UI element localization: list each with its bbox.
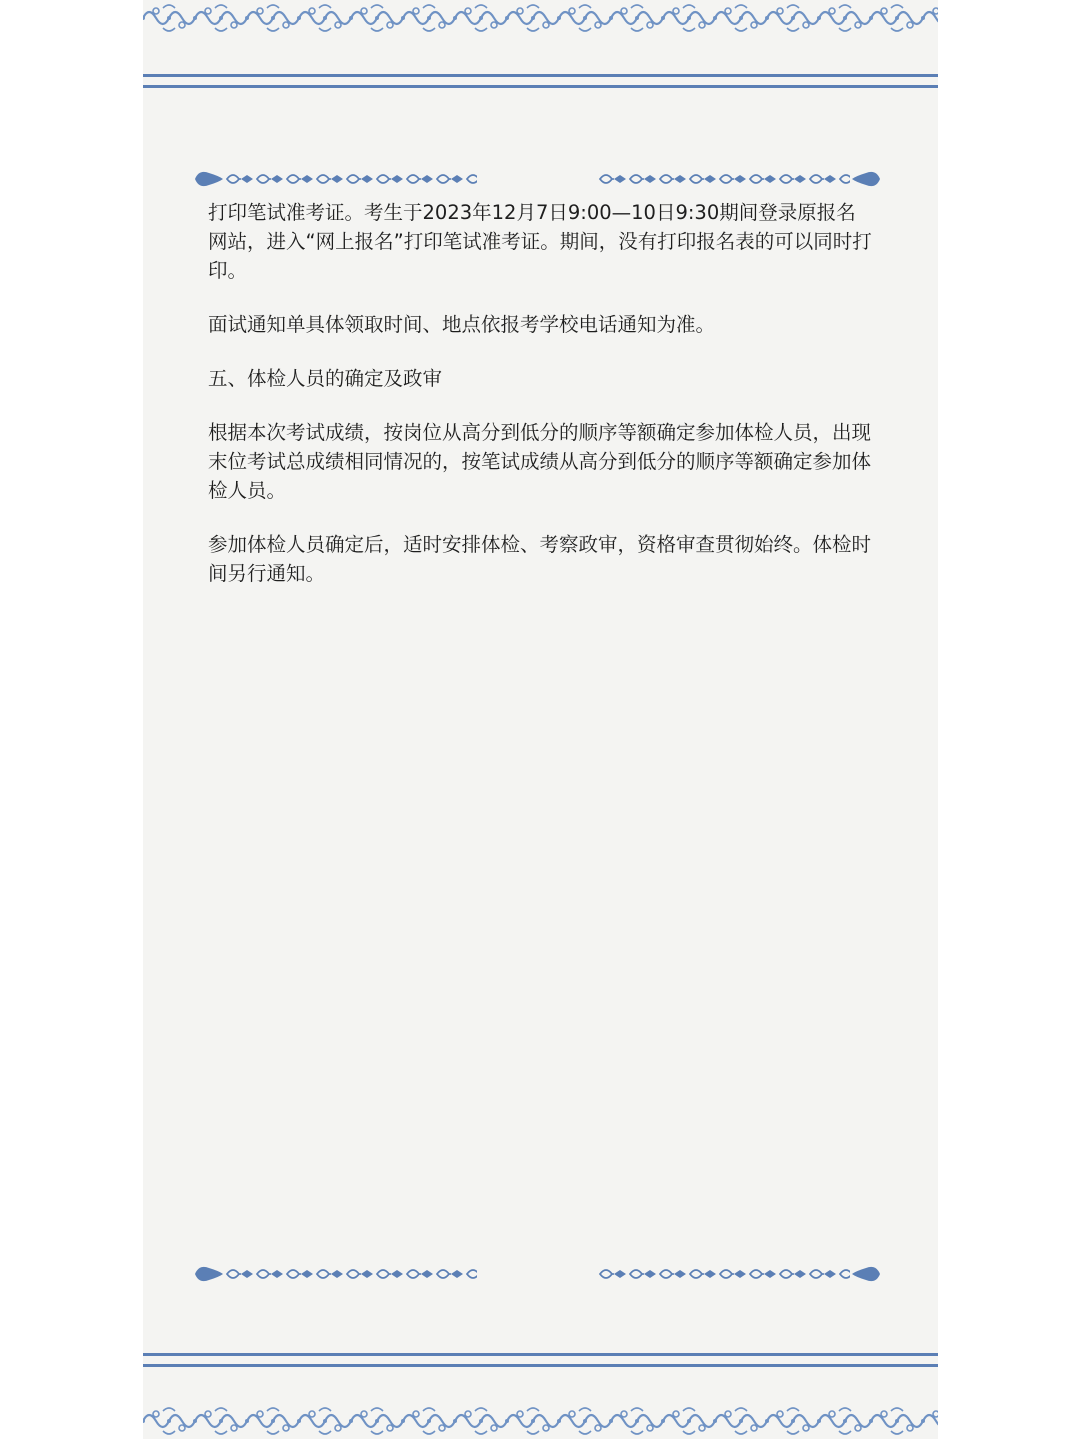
- ornament-flourish-left-bottom-icon: [195, 1262, 477, 1286]
- section-heading-physical-exam: 五、体检人员的确定及政审: [208, 367, 443, 390]
- ornament-flourish-left-icon: [195, 167, 477, 191]
- ornament-flourish-right-icon: [598, 167, 880, 191]
- paragraph-print-ticket: 打印笔试准考证。考生于2023年12月7日9:00—10日9:30期间登录原报名网站，进入“网上报名”打印笔试准考证。期间，没有打印报名表的可以同时打印。: [208, 201, 872, 282]
- paragraph-exam-selection: 根据本次考试成绩，按岗位从高分到低分的顺序等额确定参加体检人员，出现末位考试总成绩相同情况的，按笔试成绩从高分到低分的顺序等额确定参加体检人员。: [208, 421, 872, 502]
- lace-border-top-icon: [143, 0, 938, 36]
- paragraph-exam-schedule: 参加体检人员确定后，适时安排体检、考察政审，资格审查贯彻始终。体检时间另行通知。: [208, 533, 872, 585]
- lace-border-bottom-icon: [143, 1403, 938, 1439]
- document-page: [143, 0, 938, 1439]
- top-double-rule: [143, 74, 938, 90]
- paragraph-interview-notice: 面试通知单具体领取时间、地点依报考学校电话通知为准。: [208, 313, 716, 336]
- bottom-double-rule: [143, 1353, 938, 1369]
- ornament-flourish-right-bottom-icon: [598, 1262, 880, 1286]
- document-body: [208, 198, 873, 613]
